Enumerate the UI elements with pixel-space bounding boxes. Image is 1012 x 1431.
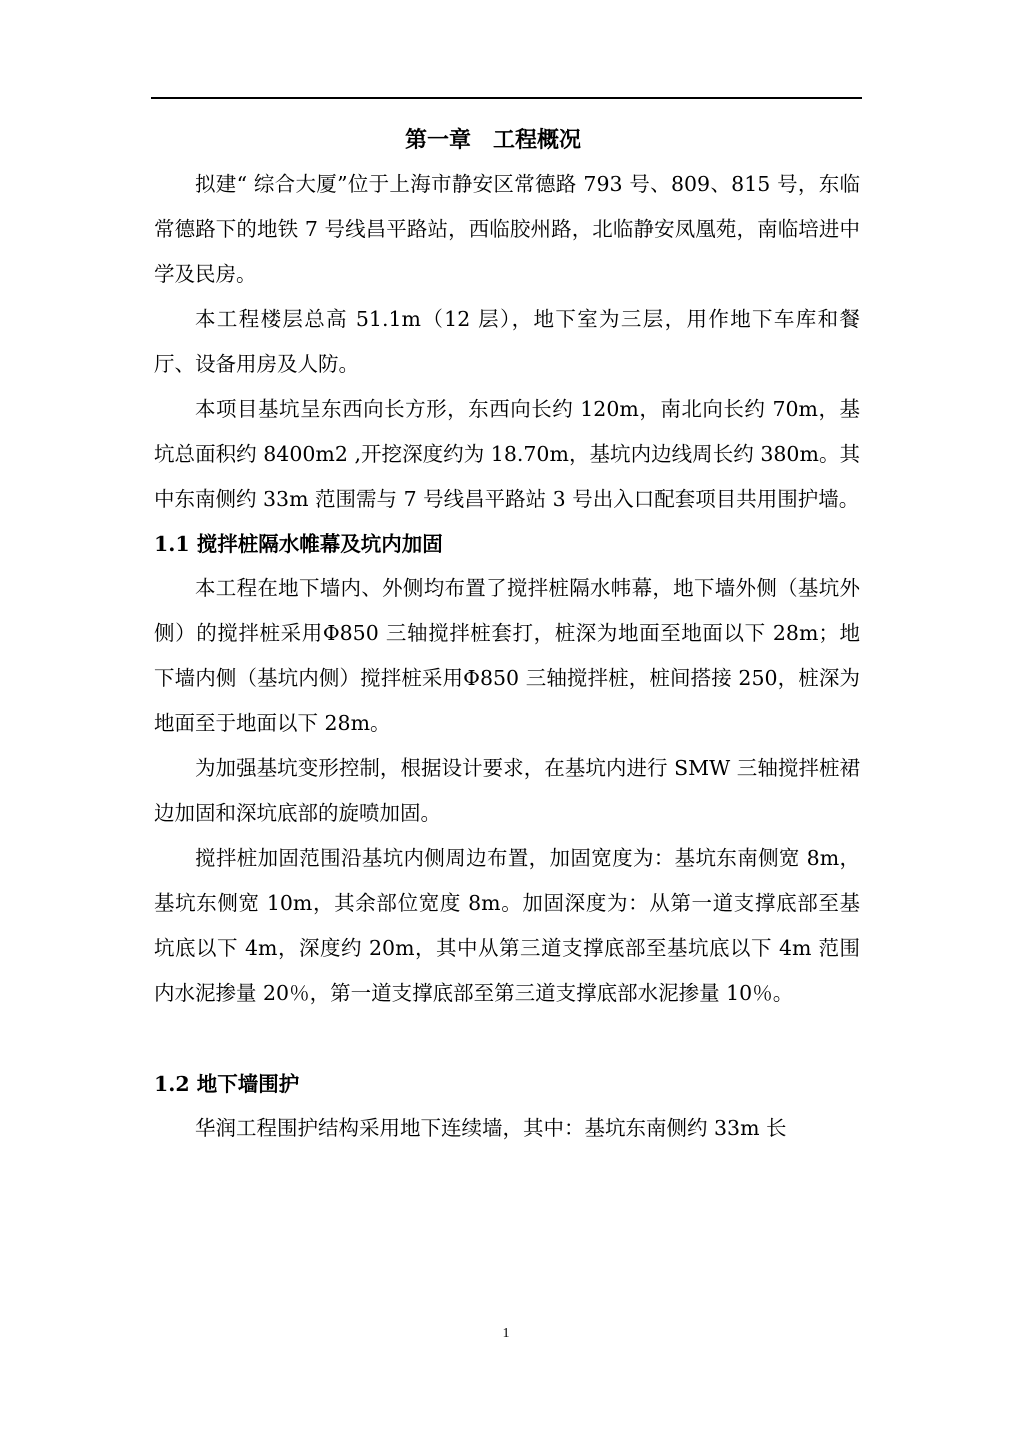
paragraph-reinforcement: 为加强基坑变形控制，根据设计要求，在基坑内进行 SMW 三轴搅拌桩裙边加固和深坑底部的旋喷加固。 [154, 756, 860, 825]
header-rule [151, 97, 862, 99]
page-number: 1 [502, 1326, 510, 1341]
chapter-title: 第一章 工程概况 [404, 127, 581, 153]
paragraph-curtain: 本工程在地下墙内、外侧均布置了搅拌桩隔水帏幕，地下墙外侧（基坑外侧）的搅拌桩采用Φ850 三轴搅拌桩套打，桩深为地面至地面以下 28m；地下墙内侧（基坑内侧）搅拌桩采用Φ850 三轴搅拌桩，桩间搭接 250，桩深为地面至于地面以下 28m。 [154, 576, 860, 735]
section-heading-1-2: 1.2 地下墙围护 [154, 1072, 300, 1096]
paragraph-excavation: 本项目基坑呈东西向长方形，东西向长约 120m，南北向长约 70m，基坑总面积约 8400m2 ,开挖深度约为 18.70m，基坑内边线周长约 380m。其中东南侧约 33m 范围需与 7 号线昌平路站 3 号出入口配套项目共用围护墙。 [154, 397, 860, 511]
paragraph-building: 本工程楼层总高 51.1m（12 层），地下室为三层，用作地下车库和餐厅、设备用房及人防。 [154, 307, 860, 376]
paragraph-diaphragm-wall: 华润工程围护结构采用地下连续墙，其中：基坑东南侧约 33m 长 [195, 1116, 787, 1140]
section-gap [154, 1016, 860, 1062]
paragraph-reinforcement-range: 搅拌桩加固范围沿基坑内侧周边布置，加固宽度为：基坑东南侧宽 8m，基坑东侧宽 10m，其余部位宽度 8m。加固深度为：从第一道支撑底部至基坑底以下 4m，深度约 20m，其中从第三道支撑底部至基坑底以下 4m 范围内水泥掺量 20％，第一道支撑底部至第三道支撑底部水泥掺量 10％。 [154, 846, 860, 1005]
section-heading-1-1: 1.1 搅拌桩隔水帷幕及坑内加固 [154, 532, 443, 556]
paragraph-location: 拟建“ 综合大厦”位于上海市静安区常德路 793 号、809、815 号，东临常德路下的地铁 7 号线昌平路站，西临胶州路，北临静安凤凰苑，南临培进中学及民房。 [154, 172, 860, 286]
document-body [154, 118, 860, 1151]
